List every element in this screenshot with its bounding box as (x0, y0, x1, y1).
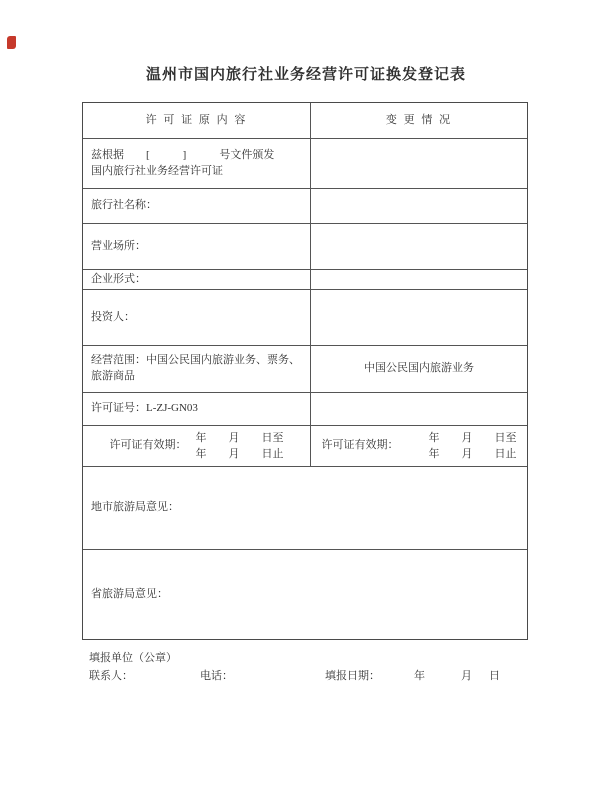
row-agency-name (83, 189, 527, 224)
row-validity-period (83, 426, 527, 467)
cell-validity-original (83, 426, 311, 466)
cell-license-number-original (83, 393, 311, 425)
header-change-status: 变 更 情 况 (385, 113, 453, 126)
contact-person-label: 联系人： (89, 670, 133, 682)
cell-premises-change (311, 224, 527, 269)
cell-agency-name-original (83, 189, 311, 223)
license-number-label: 许可证号：L-ZJ-GN03 (91, 402, 198, 415)
cell-premises-original (83, 224, 311, 269)
row-city-bureau-opinion (83, 467, 527, 550)
report-date-label: 填报日期： (325, 670, 380, 682)
day-label: 日 (489, 670, 500, 682)
cell-investor-original (83, 290, 311, 345)
row-issue-basis (83, 139, 527, 189)
year-label: 年 (414, 670, 425, 682)
validity-date-to-change: 年 月 日止 (428, 448, 517, 460)
cell-investor-change (311, 290, 527, 345)
cell-validity-change (311, 426, 527, 466)
validity-date-from-change: 年 月 日至 (428, 432, 517, 444)
row-investor (83, 290, 527, 346)
registration-form-table (82, 102, 528, 640)
row-license-number (83, 393, 527, 426)
validity-date-to-original: 年 月 日止 (195, 448, 284, 460)
business-scope-line2: 旅游商品 (91, 370, 135, 382)
validity-date-from-original: 年 月 日至 (195, 432, 284, 444)
issue-basis-line2: 国内旅行社业务经营许可证 (91, 164, 223, 177)
row-enterprise-form (83, 270, 527, 290)
red-corner-mark (7, 36, 16, 49)
validity-label-change: 许可证有效期： (321, 439, 399, 452)
row-business-scope (83, 346, 527, 393)
table-header-row (83, 103, 527, 139)
cell-business-scope-original (83, 346, 311, 392)
enterprise-form-label: 企业形式： (91, 272, 146, 285)
month-label: 月 (461, 670, 472, 682)
cell-province-bureau-opinion: 省旅游局意见： (91, 587, 168, 600)
cell-issue-basis-change (311, 139, 527, 188)
page-title: 温州市国内旅行社业务经营许可证换发登记表 (145, 67, 466, 83)
issue-basis-line1: 兹根据 [ ] 号文件颁发 (91, 148, 275, 161)
business-scope-line1: 经营范围：中国公民国内旅游业务、票务、 (91, 354, 300, 367)
cell-city-bureau-opinion: 地市旅游局意见： (91, 501, 179, 514)
cell-enterprise-form-change (311, 270, 527, 289)
cell-agency-name-change (311, 189, 527, 223)
row-province-bureau-opinion (83, 550, 527, 639)
cell-license-number-change (311, 393, 527, 425)
cell-enterprise-form-original (83, 270, 311, 289)
validity-dates-original (196, 430, 284, 462)
reporting-unit-label: 填报单位（公章） (89, 652, 177, 664)
investor-label: 投资人： (91, 310, 135, 323)
validity-dates-change (429, 430, 517, 462)
validity-label-original: 许可证有效期： (109, 439, 187, 452)
cell-business-scope-change: 中国公民国内旅游业务 (364, 362, 474, 375)
agency-name-label: 旅行社名称： (91, 199, 157, 212)
cell-issue-basis-original (83, 139, 311, 188)
premises-label: 营业场所： (91, 239, 146, 252)
row-business-premises (83, 224, 527, 270)
header-original-license-content: 许 可 证 原 内 容 (83, 103, 311, 138)
phone-label: 电话： (200, 670, 233, 682)
